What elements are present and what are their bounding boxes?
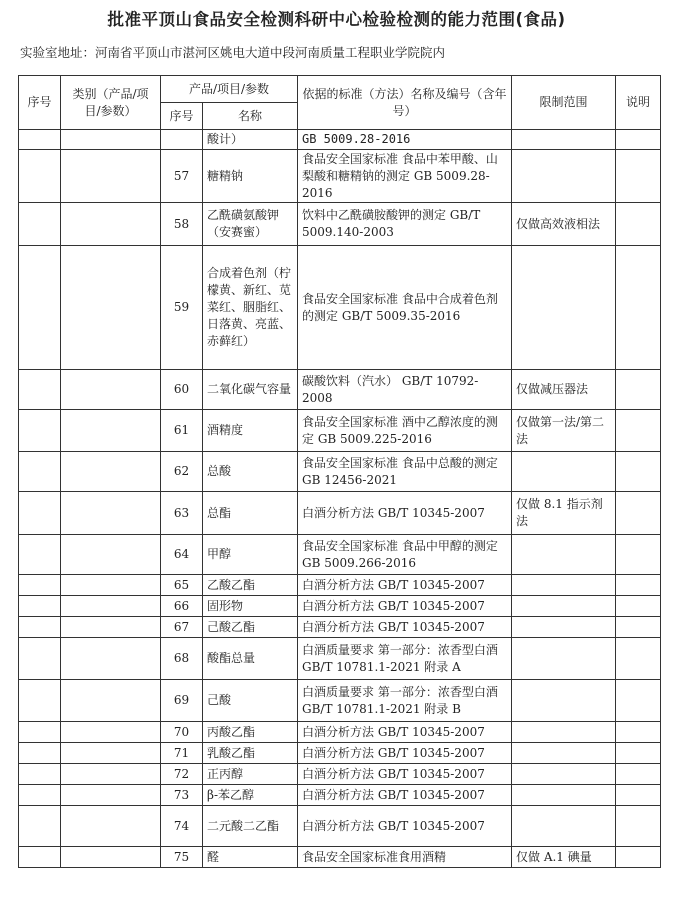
item-number [161,130,203,150]
item-number: 66 [161,596,203,617]
header-seq: 序号 [19,76,61,130]
table-row [19,370,661,410]
item-limit [512,764,616,785]
header-product-group: 产品/项目/参数 [161,76,298,103]
item-name: 醛 [203,847,298,868]
item-number: 60 [161,370,203,410]
item-standard: 食品安全国家标准 食品中合成着色剂的测定 GB/T 5009.35-2016 [298,246,512,370]
item-number: 67 [161,617,203,638]
item-name: β-苯乙醇 [203,785,298,806]
item-standard: 白酒分析方法 GB/T 10345-2007 [298,806,512,847]
item-limit [512,743,616,764]
header-category: 类别（产品/项目/参数） [61,76,161,130]
item-name: 固形物 [203,596,298,617]
item-name: 合成着色剂（柠檬黄、新红、苋菜红、胭脂红、日落黄、亮蓝、赤藓红） [203,246,298,370]
table-row [19,246,661,370]
item-limit [512,785,616,806]
item-name: 己酸乙酯 [203,617,298,638]
item-name: 甲醇 [203,535,298,575]
lab-address: 实验室地址：河南省平顶山市湛河区姚电大道中段河南质量工程职业学院院内 [20,45,446,60]
header-limit: 限制范围 [512,76,616,130]
item-limit: 仅做减压器法 [512,370,616,410]
header-sub-name: 名称 [203,103,298,130]
capability-table [18,75,661,868]
item-number: 58 [161,203,203,246]
table-row [19,150,661,203]
item-name: 酸酯总量 [203,638,298,680]
item-limit: 仅做 A.1 碘量 [512,847,616,868]
item-name: 乙酸乙酯 [203,575,298,596]
item-standard: 食品安全国家标准食用酒精 [298,847,512,868]
table-row [19,535,661,575]
table-row [19,722,661,743]
item-standard: 白酒质量要求 第一部分：浓香型白酒 GB/T 10781.1-2021 附录 B [298,680,512,722]
item-name: 乙酰磺氨酸钾（安赛蜜） [203,203,298,246]
item-limit [512,638,616,680]
item-number: 74 [161,806,203,847]
item-limit [512,680,616,722]
item-name: 总酸 [203,452,298,492]
item-standard: 白酒分析方法 GB/T 10345-2007 [298,492,512,535]
item-number: 63 [161,492,203,535]
table-body [19,130,661,868]
table-row [19,680,661,722]
item-name: 乳酸乙酯 [203,743,298,764]
item-standard: 白酒分析方法 GB/T 10345-2007 [298,722,512,743]
item-name: 二元酸二乙酯 [203,806,298,847]
table-row [19,785,661,806]
item-limit [512,130,616,150]
item-name: 二氧化碳气容量 [203,370,298,410]
table-row [19,847,661,868]
item-number: 62 [161,452,203,492]
item-limit [512,617,616,638]
item-standard: 食品安全国家标准 食品中总酸的测定 GB 12456-2021 [298,452,512,492]
item-name: 酸计） [203,130,298,150]
item-name: 总酯 [203,492,298,535]
item-name: 正丙醇 [203,764,298,785]
item-standard: 食品安全国家标准 食品中甲醇的测定 GB 5009.266-2016 [298,535,512,575]
table-row [19,203,661,246]
header-sub-seq: 序号 [161,103,203,130]
item-standard: 食品安全国家标准 食品中苯甲酸、山梨酸和糖精钠的测定 GB 5009.28-2016 [298,150,512,203]
item-limit [512,806,616,847]
item-number: 75 [161,847,203,868]
item-name: 己酸 [203,680,298,722]
item-standard: 白酒分析方法 GB/T 10345-2007 [298,596,512,617]
item-standard: GB 5009.28-2016 [298,130,512,150]
table-row [19,452,661,492]
item-standard: 白酒分析方法 GB/T 10345-2007 [298,617,512,638]
item-standard: 白酒分析方法 GB/T 10345-2007 [298,785,512,806]
item-limit: 仅做高效液相法 [512,203,616,246]
item-standard: 白酒分析方法 GB/T 10345-2007 [298,764,512,785]
item-number: 61 [161,410,203,452]
item-limit [512,722,616,743]
item-number: 65 [161,575,203,596]
item-number: 73 [161,785,203,806]
item-limit [512,452,616,492]
item-number: 64 [161,535,203,575]
table-row [19,492,661,535]
item-standard: 白酒质量要求 第一部分：浓香型白酒 GB/T 10781.1-2021 附录 A [298,638,512,680]
item-name: 丙酸乙酯 [203,722,298,743]
header-note: 说明 [616,76,661,130]
item-name: 酒精度 [203,410,298,452]
table-row [19,617,661,638]
item-number: 57 [161,150,203,203]
table-row [19,596,661,617]
item-number: 59 [161,246,203,370]
item-number: 69 [161,680,203,722]
table-row [19,410,661,452]
table-row [19,638,661,680]
item-standard: 白酒分析方法 GB/T 10345-2007 [298,743,512,764]
item-limit: 仅做 8.1 指示剂法 [512,492,616,535]
table-row [19,575,661,596]
header-standard: 依据的标准（方法）名称及编号（含年号） [298,76,512,130]
item-standard: 食品安全国家标准 酒中乙醇浓度的测定 GB 5009.225-2016 [298,410,512,452]
item-standard: 白酒分析方法 GB/T 10345-2007 [298,575,512,596]
item-name: 糖精钠 [203,150,298,203]
item-number: 70 [161,722,203,743]
table-row [19,743,661,764]
item-standard: 碳酸饮料（汽水） GB/T 10792-2008 [298,370,512,410]
table-row [19,806,661,847]
item-limit: 仅做第一法/第二法 [512,410,616,452]
item-limit [512,246,616,370]
item-number: 71 [161,743,203,764]
document-title: 批准平顶山食品安全检测科研中心检验检测的能力范围(食品) [107,10,566,29]
item-limit [512,535,616,575]
item-number: 68 [161,638,203,680]
item-limit [512,150,616,203]
item-number: 72 [161,764,203,785]
table-row [19,764,661,785]
item-limit [512,596,616,617]
item-limit [512,575,616,596]
table-row [19,130,661,150]
item-standard: 饮料中乙酰磺胺酸钾的测定 GB/T 5009.140-2003 [298,203,512,246]
